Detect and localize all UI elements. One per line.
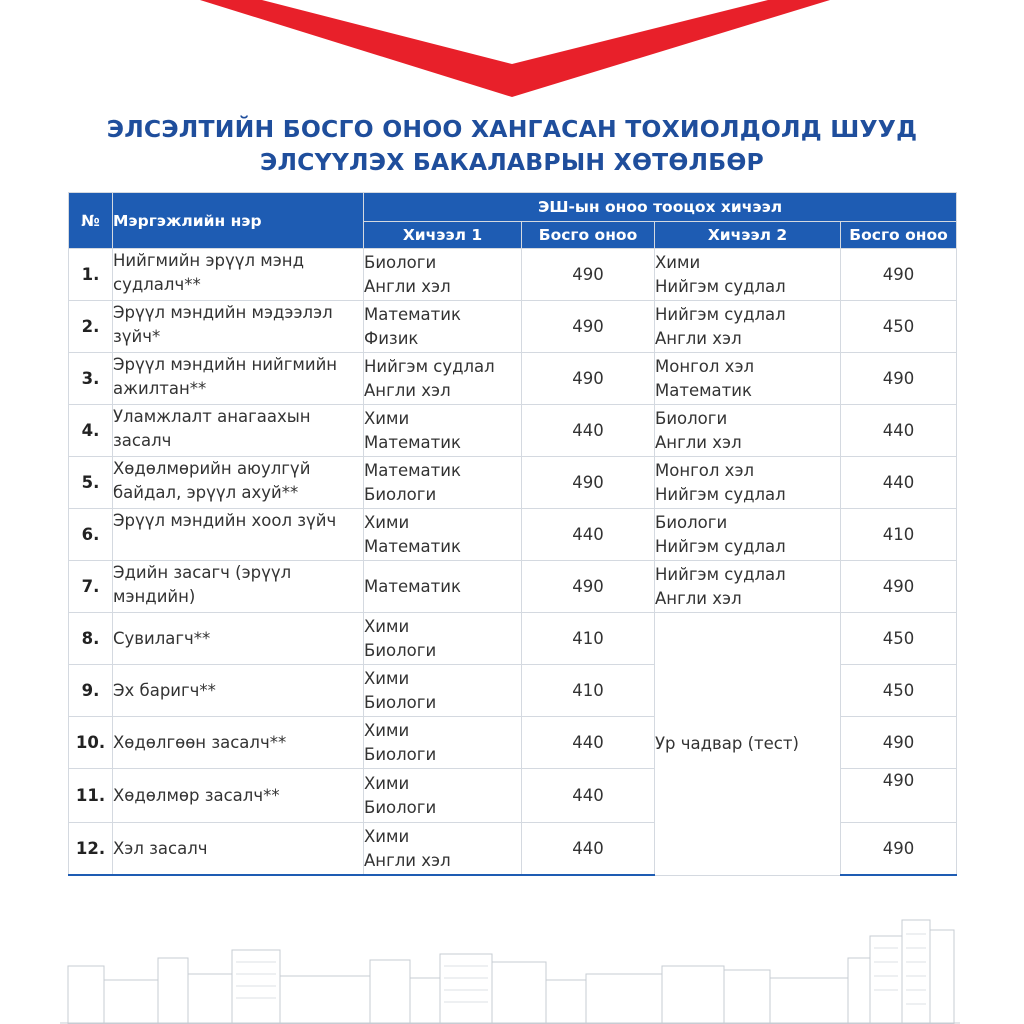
row-number: 12. — [69, 823, 113, 876]
program-name — [113, 561, 364, 613]
subject-2-option: Биологи — [655, 512, 728, 532]
subject-1-cell — [364, 405, 522, 457]
programs-table — [68, 192, 957, 876]
subject-2-cell — [655, 561, 841, 613]
program-name-line: Эрүүл мэндийн нийгмийн — [113, 355, 338, 374]
subject-1-option: Хими — [364, 512, 410, 532]
header-threshold-1: Босго оноо — [522, 222, 655, 249]
subject-2-option: Нийгэм судлал — [655, 564, 786, 584]
program-name — [113, 717, 364, 769]
header-subject-1: Хичээл 1 — [364, 222, 522, 249]
threshold-1: 440 — [522, 769, 655, 823]
table-row — [69, 509, 957, 561]
threshold-2: 440 — [841, 405, 957, 457]
row-number: 10. — [69, 717, 113, 769]
subject-1-cell — [364, 301, 522, 353]
subject-1-option: Биологи — [364, 744, 437, 764]
subject-1-option: Математик — [364, 432, 461, 452]
skill-test-cell: Ур чадвар (тест) — [655, 613, 841, 876]
subject-1-option: Хими — [364, 826, 410, 846]
subject-1-cell — [364, 717, 522, 769]
table-row — [69, 405, 957, 457]
threshold-2: 490 — [841, 717, 957, 769]
title-line-2: ЭЛСҮҮЛЭХ БАКАЛАВРЫН ХӨТӨЛБӨР — [260, 148, 764, 176]
subject-1-option: Хими — [364, 773, 410, 793]
program-name — [113, 405, 364, 457]
program-name-line: Хэл засалч — [113, 838, 208, 858]
table-row — [69, 613, 957, 665]
program-name-line: Эх баригч** — [113, 680, 216, 700]
threshold-2: 490 — [841, 353, 957, 405]
row-number: 4. — [69, 405, 113, 457]
subject-1-cell — [364, 509, 522, 561]
subject-1-cell — [364, 457, 522, 509]
subject-1-option: Хими — [364, 720, 410, 740]
program-name-line: Эрүүл мэндийн хоол зүйч — [113, 511, 337, 530]
subject-2-cell — [655, 249, 841, 301]
table-row — [69, 353, 957, 405]
table-row — [69, 249, 957, 301]
threshold-2: 490 — [841, 249, 957, 301]
row-number: 1. — [69, 249, 113, 301]
table-row — [69, 457, 957, 509]
subject-2-cell — [655, 301, 841, 353]
threshold-1: 410 — [522, 613, 655, 665]
subject-2-cell — [655, 353, 841, 405]
program-name — [113, 509, 364, 561]
row-number: 2. — [69, 301, 113, 353]
threshold-1: 410 — [522, 665, 655, 717]
header-program-name: Мэргэжлийн нэр — [113, 193, 364, 249]
program-name — [113, 665, 364, 717]
threshold-2: 450 — [841, 613, 957, 665]
subject-1-option: Физик — [364, 328, 419, 348]
header-exam-subjects: ЭШ-ын оноо тооцох хичээл — [364, 193, 957, 222]
threshold-2: 450 — [841, 665, 957, 717]
subject-2-option: Монгол хэл — [655, 356, 755, 376]
program-name — [113, 613, 364, 665]
subject-1-option: Биологи — [364, 797, 437, 817]
program-name — [113, 823, 364, 876]
row-number: 8. — [69, 613, 113, 665]
subject-1-option: Англи хэл — [364, 276, 451, 296]
subject-1-option: Математик — [364, 460, 461, 480]
subject-1-cell — [364, 665, 522, 717]
program-name-line: мэндийн) — [113, 587, 196, 606]
subject-1-option: Биологи — [364, 692, 437, 712]
program-name-line: судлалч** — [113, 275, 201, 294]
program-name — [113, 249, 364, 301]
subject-1-cell — [364, 613, 522, 665]
program-name-line: байдал, эрүүл ахуй** — [113, 483, 299, 502]
subject-1-option: Математик — [364, 536, 461, 556]
program-name — [113, 353, 364, 405]
header-subject-2: Хичээл 2 — [655, 222, 841, 249]
campus-skyline-illustration — [60, 918, 960, 1024]
subject-1-cell — [364, 769, 522, 823]
subject-2-option: Монгол хэл — [655, 460, 755, 480]
threshold-2: 450 — [841, 301, 957, 353]
subject-2-option: Англи хэл — [655, 588, 742, 608]
program-name — [113, 301, 364, 353]
subject-1-cell — [364, 353, 522, 405]
threshold-2: 440 — [841, 457, 957, 509]
threshold-1: 490 — [522, 353, 655, 405]
row-number: 6. — [69, 509, 113, 561]
subject-2-cell — [655, 405, 841, 457]
top-red-chevron-banner — [0, 0, 1024, 100]
subject-2-option: Англи хэл — [655, 432, 742, 452]
subject-1-option: Биологи — [364, 640, 437, 660]
header-threshold-2: Босго оноо — [841, 222, 957, 249]
subject-2-option: Нийгэм судлал — [655, 304, 786, 324]
subject-1-cell — [364, 561, 522, 613]
program-name — [113, 457, 364, 509]
subject-2-option: Нийгэм судлал — [655, 276, 786, 296]
subject-2-option: Англи хэл — [655, 328, 742, 348]
table-row — [69, 561, 957, 613]
program-name-line: ажилтан** — [113, 379, 207, 398]
subject-2-option: Хими — [655, 252, 701, 272]
subject-1-cell — [364, 249, 522, 301]
subject-2-cell — [655, 509, 841, 561]
threshold-1: 440 — [522, 717, 655, 769]
program-name — [113, 769, 364, 823]
subject-1-option: Биологи — [364, 252, 437, 272]
subject-1-option: Математик — [364, 304, 461, 324]
threshold-2: 490 — [841, 561, 957, 613]
threshold-2: 490 — [841, 769, 957, 823]
subject-1-option: Математик — [364, 576, 461, 596]
threshold-1: 490 — [522, 249, 655, 301]
program-name-line: Хөдөлмөрийн аюулгүй — [113, 459, 311, 478]
program-name-line: Сувилагч** — [113, 628, 211, 648]
row-number: 5. — [69, 457, 113, 509]
row-number: 9. — [69, 665, 113, 717]
title-line-1: ЭЛСЭЛТИЙН БОСГО ОНОО ХАНГАСАН ТОХИОЛДОЛД ШУУД — [106, 115, 918, 143]
program-name-line: Эрүүл мэндийн мэдээлэл — [113, 303, 333, 322]
row-number: 11. — [69, 769, 113, 823]
subject-2-option: Биологи — [655, 408, 728, 428]
subject-1-option: Хими — [364, 668, 410, 688]
threshold-1: 490 — [522, 561, 655, 613]
page-title — [0, 113, 1024, 179]
program-name-line: Хөдөлгөөн засалч** — [113, 732, 287, 752]
row-number: 7. — [69, 561, 113, 613]
subject-2-cell — [655, 457, 841, 509]
threshold-2: 490 — [841, 823, 957, 876]
program-name-line: Уламжлалт анагаахын — [113, 407, 311, 426]
threshold-1: 440 — [522, 509, 655, 561]
program-name-line: Нийгмийн эрүүл мэнд — [113, 251, 304, 270]
row-number: 3. — [69, 353, 113, 405]
threshold-1: 490 — [522, 457, 655, 509]
program-name-line: Эдийн засагч (эрүүл — [113, 563, 292, 582]
subject-1-option: Англи хэл — [364, 850, 451, 870]
program-name-line: Хөдөлмөр засалч** — [113, 785, 280, 805]
threshold-1: 490 — [522, 301, 655, 353]
subject-2-option: Нийгэм судлал — [655, 536, 786, 556]
threshold-1: 440 — [522, 405, 655, 457]
subject-1-option: Нийгэм судлал — [364, 356, 495, 376]
subject-2-option: Математик — [655, 380, 752, 400]
threshold-1: 440 — [522, 823, 655, 876]
threshold-2: 410 — [841, 509, 957, 561]
table-row — [69, 301, 957, 353]
subject-1-option: Англи хэл — [364, 380, 451, 400]
header-number: № — [69, 193, 113, 249]
subject-1-option: Биологи — [364, 484, 437, 504]
subject-2-option: Нийгэм судлал — [655, 484, 786, 504]
program-name-line: зүйч* — [113, 327, 161, 346]
subject-1-option: Хими — [364, 408, 410, 428]
subject-1-cell — [364, 823, 522, 876]
program-name-line: засалч — [113, 431, 172, 450]
subject-1-option: Хими — [364, 616, 410, 636]
